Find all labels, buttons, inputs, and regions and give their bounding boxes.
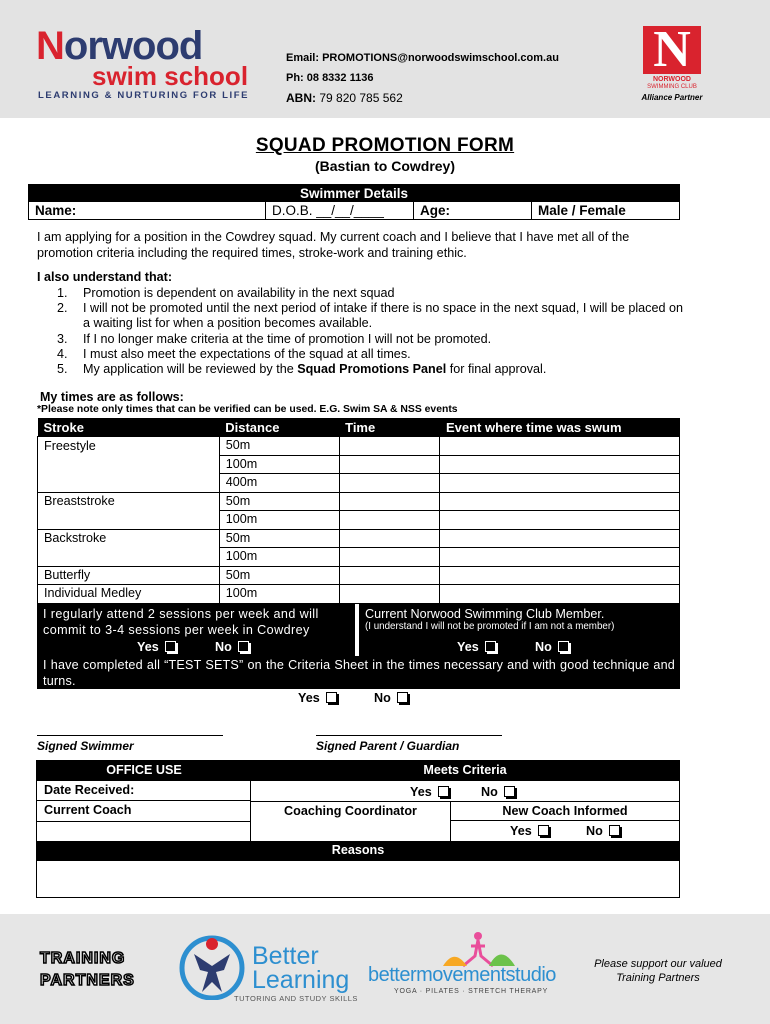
table-row	[38, 548, 680, 567]
table-row	[38, 585, 680, 604]
distance-cell: 50m	[219, 437, 339, 456]
support-partners-text: Please support our valued Training Partners	[594, 958, 722, 984]
abn-label: ABN:	[286, 91, 316, 105]
stroke-cell: Freestyle	[38, 437, 220, 456]
parent-signature-label: Signed Parent / Guardian	[316, 739, 460, 753]
distance-cell: 400m	[219, 474, 339, 493]
list-number: 3.	[57, 331, 68, 346]
letterhead	[0, 0, 770, 118]
checkbox-icon	[397, 692, 408, 703]
table-row	[38, 474, 680, 493]
list-number: 1.	[57, 286, 68, 300]
stroke-cell: Backstroke	[38, 529, 220, 548]
norwood-swim-school-logo	[36, 26, 266, 106]
yes-label: Yes	[298, 691, 320, 705]
distance-cell: 50m	[219, 529, 339, 548]
distance-cell: 100m	[219, 455, 339, 474]
checkbox-icon	[609, 825, 620, 836]
name-field[interactable]	[29, 202, 265, 219]
list-item	[37, 347, 687, 362]
time-input-cell[interactable]	[339, 585, 440, 604]
list-text: Promotion is dependent on availability in the next squad	[83, 286, 395, 300]
list-item	[37, 286, 687, 301]
checkbox-icon	[438, 786, 449, 797]
membership-title: Current Norwood Swimming Club Member.	[365, 607, 605, 621]
training-partners-label	[40, 948, 135, 992]
event-input-cell[interactable]	[440, 566, 680, 585]
date-received-label: Date Received:	[44, 783, 135, 797]
understand-heading: I also understand that:	[37, 270, 173, 284]
table-row	[38, 529, 680, 548]
attendance-block	[37, 604, 355, 656]
distance-cell: 50m	[219, 492, 339, 511]
partners-word: PARTNERS	[40, 972, 135, 989]
gender-field[interactable]	[531, 202, 679, 219]
times-table	[37, 418, 680, 604]
test-sets-text: I have completed all “TEST SETS” on the Criteria Sheet in the times necessary and with good technique and turns.	[43, 658, 675, 688]
test-sets-no[interactable]	[374, 691, 408, 705]
better-movement-subtitle: YOGA · PILATES · STRETCH THERAPY	[394, 988, 549, 995]
event-input-cell[interactable]	[440, 437, 680, 456]
better-word: Better	[252, 942, 319, 970]
better-movement-text: bettermovementstudio	[368, 964, 556, 986]
list-text: If I no longer make criteria at the time of promotion I will not be promoted.	[83, 331, 492, 346]
event-input-cell[interactable]	[440, 492, 680, 511]
new-coach-informed-heading: New Coach Informed	[451, 801, 679, 821]
time-input-cell[interactable]	[339, 566, 440, 585]
attendance-no[interactable]	[215, 640, 249, 654]
form-title: SQUAD PROMOTION FORM	[255, 135, 515, 156]
attendance-text: I regularly attend 2 sessions per week and will commit to 3-4 sessions per week in Cowdrey	[43, 607, 319, 637]
learning-word: Learning	[252, 966, 350, 994]
list-item	[37, 362, 687, 377]
distance-cell: 50m	[219, 566, 339, 585]
checkbox-icon	[326, 692, 337, 703]
checkbox-icon	[238, 641, 249, 652]
time-input-cell[interactable]	[339, 455, 440, 474]
distance-cell: 100m	[219, 548, 339, 567]
time-input-cell[interactable]	[339, 529, 440, 548]
dob-label: D.O.B. __/__/____	[272, 203, 384, 218]
parent-signature-line[interactable]	[316, 735, 502, 737]
table-row	[38, 455, 680, 474]
stroke-cell	[38, 548, 220, 567]
col-header-stroke: Stroke	[38, 418, 220, 437]
logo-subtext: swim school	[92, 61, 249, 91]
distance-cell: 100m	[219, 511, 339, 530]
current-coach-input[interactable]	[37, 821, 251, 841]
event-input-cell[interactable]	[440, 548, 680, 567]
office-use-box	[36, 760, 680, 898]
badge-name: NORWOOD	[653, 76, 691, 83]
time-input-cell[interactable]	[339, 492, 440, 511]
swimming-club-badge	[640, 21, 704, 108]
list-number: 5.	[57, 362, 68, 377]
membership-yes[interactable]	[457, 640, 496, 654]
logo-tagline: LEARNING & NURTURING FOR LIFE	[38, 90, 250, 101]
yes-label: Yes	[510, 824, 532, 838]
event-input-cell[interactable]	[440, 585, 680, 604]
better-movement-logo	[368, 930, 578, 1008]
list-number: 4.	[57, 346, 68, 361]
col-header-distance: Distance	[219, 418, 339, 437]
contact-info	[286, 48, 559, 108]
list-text: I will not be promoted until the next period of intake if there is no space in the next squad, I will be placed on a waiting list for when a position becomes available.	[83, 301, 683, 331]
age-field[interactable]	[413, 202, 531, 219]
badge-caption: Alliance Partner	[641, 93, 703, 102]
no-label: No	[374, 691, 391, 705]
col-header-event: Event where time was swum	[440, 418, 680, 437]
checkbox-icon	[504, 786, 515, 797]
new-coach-no[interactable]	[579, 822, 620, 841]
list-item	[37, 332, 687, 347]
name-label: Name:	[35, 203, 77, 218]
logo-n: N	[36, 24, 64, 68]
meets-no[interactable]	[474, 783, 515, 802]
swimmer-details-box	[28, 184, 680, 220]
swimmer-signature-line[interactable]	[37, 735, 223, 737]
stroke-cell: Individual Medley	[38, 585, 220, 604]
coaching-coordinator-field[interactable]	[251, 801, 451, 841]
gender-label: Male / Female	[538, 203, 626, 218]
better-learning-text	[252, 944, 349, 992]
reasons-heading: Reasons	[37, 841, 679, 861]
yes-label: Yes	[457, 640, 479, 654]
meets-criteria-heading: Meets Criteria	[251, 761, 679, 781]
list-bold-text: Squad Promotions Panel	[297, 362, 447, 377]
form-subtitle: (Bastian to Cowdrey)	[314, 158, 455, 174]
times-note: *Please note only times that can be verified can be used. E.G. Swim SA & NSS events	[37, 404, 458, 415]
yes-label: Yes	[137, 640, 159, 654]
time-input-cell[interactable]	[339, 511, 440, 530]
test-sets-block	[37, 656, 680, 689]
table-row	[38, 492, 680, 511]
reasons-field[interactable]	[37, 861, 679, 897]
list-text: I must also meet the expectations of the squad at all times.	[83, 346, 411, 361]
conditions-list	[37, 286, 687, 377]
abn-value: 79 820 785 562	[319, 91, 403, 105]
stroke-cell: Breaststroke	[38, 492, 220, 511]
table-row	[38, 511, 680, 530]
logo-text: orwood	[63, 24, 203, 68]
stroke-cell	[38, 474, 220, 493]
test-sets-yes[interactable]	[298, 691, 337, 705]
event-input-cell[interactable]	[440, 474, 680, 493]
better-learning-subtitle: TUTORING AND STUDY SKILLS	[234, 994, 358, 1003]
no-label: No	[586, 824, 603, 838]
checkbox-icon	[558, 641, 569, 652]
list-number: 2.	[57, 301, 68, 316]
no-label: No	[215, 640, 232, 654]
times-heading: My times are as follows:	[40, 390, 184, 404]
membership-no[interactable]	[535, 640, 569, 654]
checkbox-icon	[485, 641, 496, 652]
coordinator-label: Coaching Coordinator	[284, 804, 417, 818]
time-input-cell[interactable]	[339, 437, 440, 456]
current-coach-label: Current Coach	[44, 803, 132, 817]
age-label: Age:	[420, 203, 450, 218]
swimmer-details-heading: Swimmer Details	[29, 185, 679, 202]
meets-yes[interactable]	[403, 783, 449, 802]
intro-paragraph: I am applying for a position in the Cowdrey squad. My current coach and I believe that I have met all of the promotion criteria including the required times, stroke-work and training ethic.	[37, 230, 630, 260]
list-item	[37, 301, 687, 331]
table-row	[38, 566, 680, 585]
office-use-heading: OFFICE USE	[37, 761, 251, 781]
badge-letter: N	[643, 26, 701, 74]
table-row	[38, 437, 680, 456]
time-input-cell[interactable]	[339, 474, 440, 493]
new-coach-yes[interactable]	[503, 822, 549, 841]
date-received-field[interactable]	[37, 781, 251, 801]
checkbox-icon	[538, 825, 549, 836]
event-input-cell[interactable]	[440, 511, 680, 530]
col-header-time: Time	[339, 418, 440, 437]
membership-block	[359, 604, 680, 656]
current-coach-field[interactable]	[37, 801, 251, 821]
stroke-cell	[38, 455, 220, 474]
no-label: No	[535, 640, 552, 654]
phone-text: Ph: 08 8332 1136	[286, 72, 374, 84]
dob-field[interactable]	[265, 202, 413, 219]
badge-sub: SWIMMING CLUB	[647, 84, 697, 90]
yes-label: Yes	[410, 785, 432, 799]
event-input-cell[interactable]	[440, 529, 680, 548]
better-learning-figure-icon	[172, 930, 252, 1000]
time-input-cell[interactable]	[339, 548, 440, 567]
training-word: TRAINING	[40, 950, 126, 967]
distance-cell: 100m	[219, 585, 339, 604]
no-label: No	[481, 785, 498, 799]
event-input-cell[interactable]	[440, 455, 680, 474]
better-learning-logo	[172, 930, 362, 1008]
abn-text	[286, 88, 559, 108]
email-text: Email: PROMOTIONS@norwoodswimschool.com.au	[286, 52, 559, 64]
checkbox-icon	[165, 641, 176, 652]
membership-note: (I understand I will not be promoted if I am not a member)	[365, 621, 615, 632]
stroke-cell	[38, 511, 220, 530]
stroke-cell: Butterfly	[38, 566, 220, 585]
swimmer-signature-label: Signed Swimmer	[37, 739, 134, 753]
attendance-yes[interactable]	[137, 640, 176, 654]
list-text: for final approval.	[446, 362, 547, 377]
list-text: My application will be reviewed by the	[83, 362, 298, 377]
